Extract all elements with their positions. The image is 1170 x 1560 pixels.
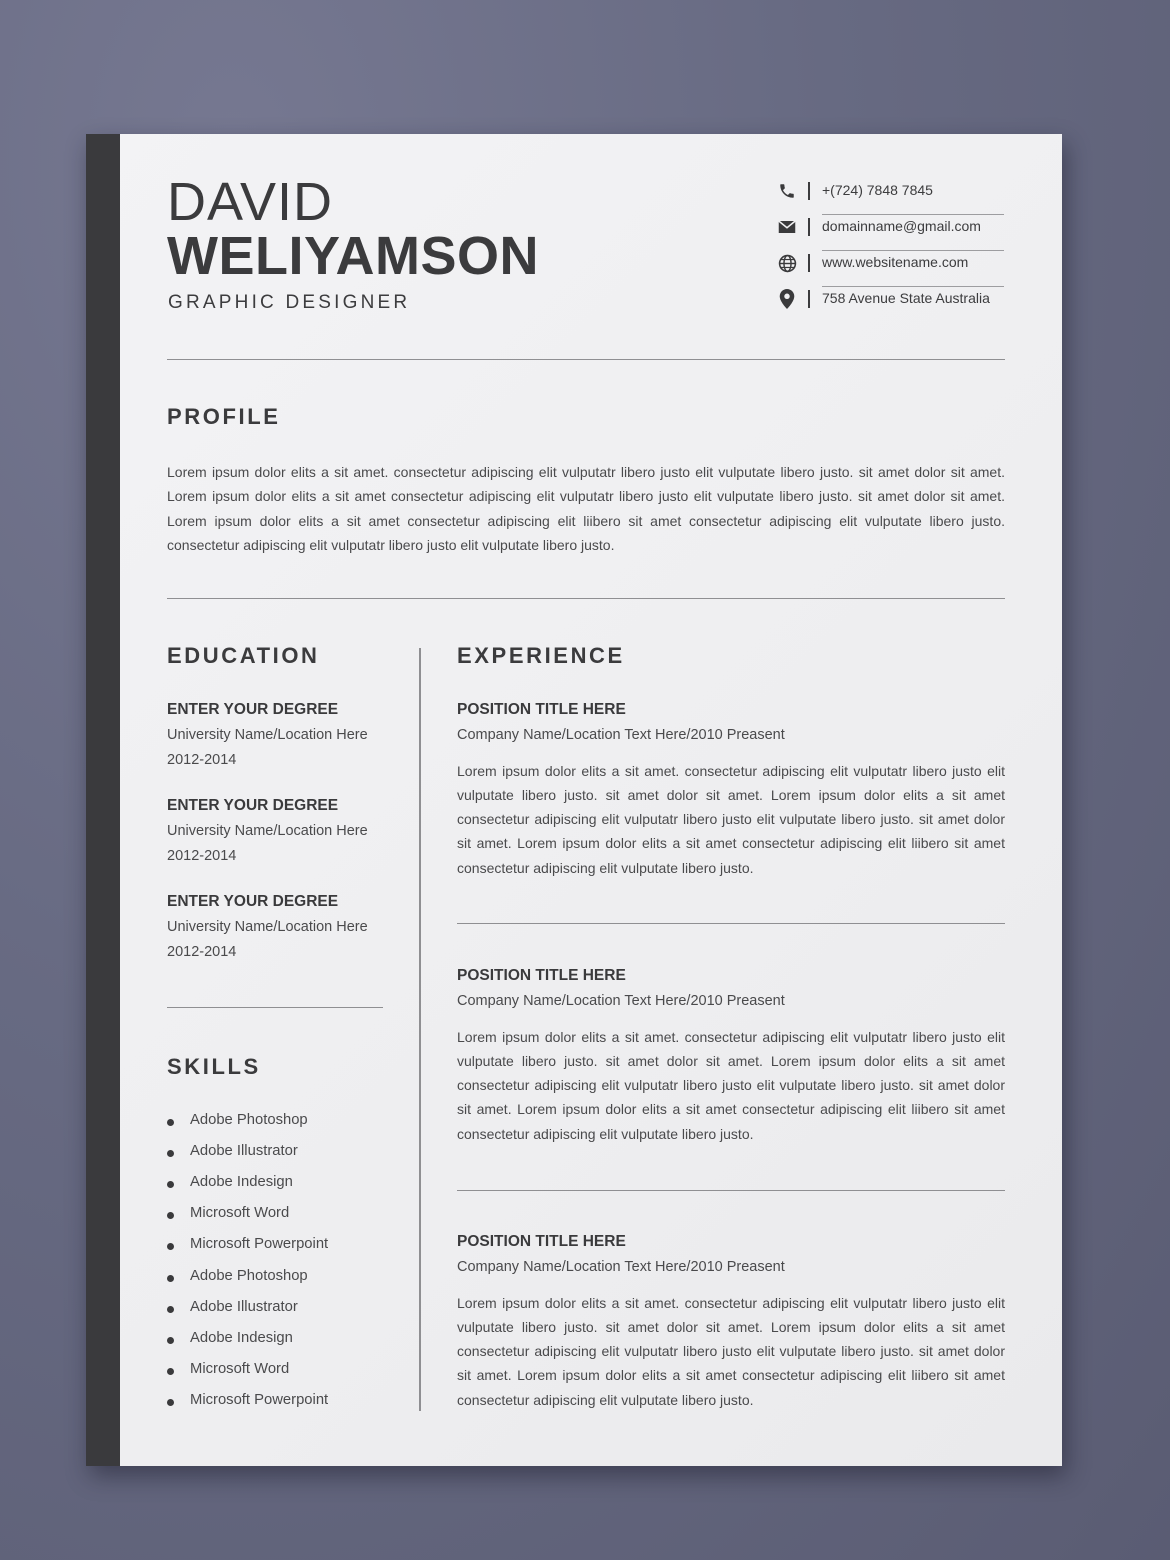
column-divider	[419, 648, 421, 1411]
address-text: 758 Avenue State Australia	[822, 290, 990, 306]
position-description: Lorem ipsum dolor elits a sit amet. consectetur adipiscing elit vulputatr libero justo elit vulputate libero justo. sit amet dolor sit amet. Lorem ipsum dolor elits a sit amet consectetur adipiscing elit vulputatr libero justo elit vulputate libero justo. sit amet dolor sit amet. Lorem ipsum dolor elits a sit amet consectetur adipiscing elit liibero sit amet consectetur adipiscing elit vulputate libero justo.	[457, 1028, 1005, 1142]
contact-address	[776, 282, 1006, 318]
contact-separator	[808, 182, 810, 200]
bullet-icon	[167, 1306, 174, 1313]
bullet-icon	[167, 1212, 174, 1219]
education-divider	[167, 1007, 383, 1008]
email-icon	[776, 216, 798, 238]
skill-label: Adobe Photoshop	[190, 1112, 308, 1128]
skill-item	[167, 1359, 387, 1383]
phone-icon	[776, 180, 798, 202]
globe-icon	[776, 252, 798, 274]
contact-separator	[808, 218, 810, 236]
degree-school: University Name/Location Here	[167, 727, 368, 743]
company-line: Company Name/Location Text Here/2010 Preasent	[457, 727, 785, 743]
experience-divider	[457, 923, 1005, 924]
degree-title: ENTER YOUR DEGREE	[167, 893, 339, 910]
bullet-icon	[167, 1119, 174, 1126]
skill-label: Microsoft Powerpoint	[190, 1236, 329, 1252]
contact-phone	[776, 174, 1006, 210]
profile-divider	[167, 598, 1005, 599]
skill-item	[167, 1203, 387, 1227]
skill-item	[167, 1328, 387, 1352]
profile-text: Lorem ipsum dolor elits a sit amet. consectetur adipiscing elit vulputatr libero justo elit vulputate libero justo. sit amet dolor sit amet. Lorem ipsum dolor elits a sit amet consectetur adipiscing elit vulputatr libero justo elit vulputate libero justo. sit amet dolor sit amet. Lorem ipsum dolor elits a sit amet consectetur adipiscing elit liibero sit amet consectetur adipiscing elit vulputate libero justo. consectetur adipiscing elit vulputatr libero justo elit vulputate libero justo.	[167, 464, 1005, 553]
resume-sheet	[86, 134, 1062, 1466]
contact-website	[776, 246, 1006, 282]
company-line: Company Name/Location Text Here/2010 Preasent	[457, 993, 785, 1009]
skill-label: Adobe Photoshop	[190, 1268, 308, 1284]
bullet-icon	[167, 1181, 174, 1188]
experience-item	[457, 701, 1005, 880]
position-title: POSITION TITLE HERE	[457, 1233, 626, 1250]
skill-label: Adobe Illustrator	[190, 1143, 298, 1159]
skill-item	[167, 1297, 387, 1321]
degree-school: University Name/Location Here	[167, 823, 368, 839]
header-divider	[167, 359, 1005, 360]
accent-sidebar-bar	[86, 134, 120, 1466]
degree-school: University Name/Location Here	[167, 919, 368, 935]
skill-item	[167, 1110, 387, 1134]
education-item	[167, 893, 397, 964]
skill-label: Microsoft Word	[190, 1361, 290, 1377]
experience-item	[457, 967, 1005, 1146]
education-heading: EDUCATION	[167, 643, 320, 668]
profile-heading: PROFILE	[167, 404, 281, 429]
skill-label: Adobe Indesign	[190, 1174, 293, 1190]
bullet-icon	[167, 1150, 174, 1157]
skill-label: Adobe Illustrator	[190, 1299, 298, 1315]
skill-label: Microsoft Word	[190, 1205, 290, 1221]
first-name: DAVID	[167, 172, 334, 232]
bullet-icon	[167, 1275, 174, 1282]
degree-title: ENTER YOUR DEGREE	[167, 701, 339, 718]
contact-email	[776, 210, 1006, 246]
education-item	[167, 701, 397, 772]
degree-title: ENTER YOUR DEGREE	[167, 797, 339, 814]
skill-item	[167, 1390, 387, 1414]
skill-item	[167, 1141, 387, 1165]
bullet-icon	[167, 1399, 174, 1406]
experience-heading: EXPERIENCE	[457, 643, 625, 668]
last-name: WELIYAMSON	[167, 226, 540, 286]
email-text: domainname@gmail.com	[822, 218, 981, 234]
position-title: POSITION TITLE HERE	[457, 701, 626, 718]
skill-item	[167, 1266, 387, 1290]
position-description: Lorem ipsum dolor elits a sit amet. consectetur adipiscing elit vulputatr libero justo elit vulputate libero justo. sit amet dolor sit amet. Lorem ipsum dolor elits a sit amet consectetur adipiscing elit vulputatr libero justo elit vulputate libero justo. sit amet dolor sit amet. Lorem ipsum dolor elits a sit amet consectetur adipiscing elit liibero sit amet consectetur adipiscing elit vulputate libero justo.	[457, 762, 1005, 876]
job-title: GRAPHIC DESIGNER	[168, 292, 411, 313]
bullet-icon	[167, 1337, 174, 1344]
skill-label: Microsoft Powerpoint	[190, 1392, 329, 1408]
degree-years: 2012-2014	[167, 751, 237, 768]
bullet-icon	[167, 1368, 174, 1375]
experience-item	[457, 1233, 1005, 1412]
position-title: POSITION TITLE HERE	[457, 967, 626, 984]
bullet-icon	[167, 1243, 174, 1250]
contact-separator	[808, 290, 810, 308]
phone-text: +(724) 7848 7845	[822, 182, 933, 198]
website-text: www.websitename.com	[822, 254, 969, 270]
experience-divider	[457, 1190, 1005, 1191]
degree-years: 2012-2014	[167, 943, 237, 960]
degree-years: 2012-2014	[167, 847, 237, 864]
location-pin-icon	[776, 288, 798, 310]
education-item	[167, 797, 397, 868]
company-line: Company Name/Location Text Here/2010 Preasent	[457, 1259, 785, 1275]
contact-separator	[808, 254, 810, 272]
skill-item	[167, 1172, 387, 1196]
skills-heading: SKILLS	[167, 1054, 261, 1079]
skill-item	[167, 1234, 387, 1258]
position-description: Lorem ipsum dolor elits a sit amet. consectetur adipiscing elit vulputatr libero justo elit vulputate libero justo. sit amet dolor sit amet. Lorem ipsum dolor elits a sit amet consectetur adipiscing elit vulputatr libero justo elit vulputate libero justo. sit amet dolor sit amet. Lorem ipsum dolor elits a sit amet consectetur adipiscing elit liibero sit amet consectetur adipiscing elit vulputate libero justo.	[457, 1294, 1005, 1408]
skill-label: Adobe Indesign	[190, 1330, 293, 1346]
